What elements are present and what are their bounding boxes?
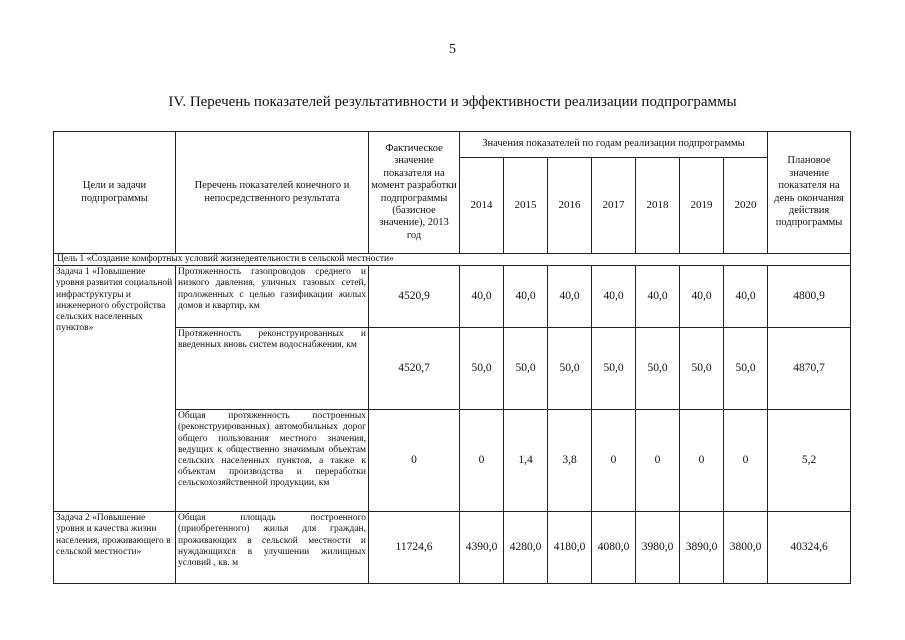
actual-value: 11724,6 bbox=[369, 512, 460, 584]
year-value: 40,0 bbox=[724, 266, 768, 328]
planned-value: 40324,6 bbox=[768, 512, 851, 584]
header-row-1 bbox=[54, 132, 851, 158]
goal-1-label: Цель 1 «Создание комфортных условий жизнедеятельности в сельской местности» bbox=[54, 254, 851, 266]
year-value: 50,0 bbox=[460, 328, 504, 410]
header-year: 2015 bbox=[504, 158, 548, 254]
year-value: 0 bbox=[460, 410, 504, 512]
year-value: 3800,0 bbox=[724, 512, 768, 584]
actual-value: 4520,7 bbox=[369, 328, 460, 410]
year-value: 50,0 bbox=[680, 328, 724, 410]
planned-value: 5,2 bbox=[768, 410, 851, 512]
actual-value: 0 bbox=[369, 410, 460, 512]
year-value: 40,0 bbox=[460, 266, 504, 328]
indicators-table bbox=[53, 131, 851, 584]
year-value: 4280,0 bbox=[504, 512, 548, 584]
year-value: 4390,0 bbox=[460, 512, 504, 584]
page-number: 5 bbox=[449, 42, 456, 57]
year-value: 3890,0 bbox=[680, 512, 724, 584]
year-value: 0 bbox=[724, 410, 768, 512]
year-value: 40,0 bbox=[548, 266, 592, 328]
year-value: 50,0 bbox=[548, 328, 592, 410]
header-year: 2020 bbox=[724, 158, 768, 254]
year-value: 40,0 bbox=[636, 266, 680, 328]
table-row bbox=[54, 266, 851, 328]
indicator-name: Общая площадь построенного (приобретенного) жилья для граждан, проживающих в сельской местности и нуждающихся в улучшении жилищных условий , кв. м bbox=[176, 512, 369, 584]
header-year: 2016 bbox=[548, 158, 592, 254]
indicator-name: Протяженность газопроводов среднего и низкого давления, уличных газовых сетей, проложенных с целью газификации жилых домов и квартир, км bbox=[176, 266, 369, 328]
year-value: 3980,0 bbox=[636, 512, 680, 584]
header-year: 2018 bbox=[636, 158, 680, 254]
planned-value: 4800,9 bbox=[768, 266, 851, 328]
page-title: IV. Перечень показателей результативности и эффективности реализации подпрограммы bbox=[168, 94, 737, 110]
task-1-label: Задача 1 «Повышение уровня развития социальной инфраструктуры и инженерного обустройства сельских населенных пунктов» bbox=[54, 266, 176, 512]
table-row bbox=[54, 512, 851, 584]
year-value: 50,0 bbox=[504, 328, 548, 410]
goal-row bbox=[54, 254, 851, 266]
year-value: 40,0 bbox=[504, 266, 548, 328]
actual-value: 4520,9 bbox=[369, 266, 460, 328]
header-planned: Плановое значение показателя на день окончания действия подпрограммы bbox=[768, 132, 851, 254]
header-indicators: Перечень показателей конечного и непосредственного результата bbox=[176, 132, 369, 254]
year-value: 40,0 bbox=[592, 266, 636, 328]
header-year: 2014 bbox=[460, 158, 504, 254]
year-value: 3,8 bbox=[548, 410, 592, 512]
year-value: 0 bbox=[680, 410, 724, 512]
year-value: 50,0 bbox=[636, 328, 680, 410]
year-value: 4080,0 bbox=[592, 512, 636, 584]
indicator-name: Протяженность реконструированных и введенных вновь систем водоснабжения, км bbox=[176, 328, 369, 410]
year-value: 40,0 bbox=[680, 266, 724, 328]
header-actual: Фактическое значение показателя на момент разработки подпрограммы (базисное значение), 2013 год bbox=[369, 132, 460, 254]
header-year: 2017 bbox=[592, 158, 636, 254]
header-years-group: Значения показателей по годам реализации подпрограммы bbox=[460, 132, 768, 158]
year-value: 0 bbox=[636, 410, 680, 512]
year-value: 50,0 bbox=[724, 328, 768, 410]
year-value: 50,0 bbox=[592, 328, 636, 410]
header-year: 2019 bbox=[680, 158, 724, 254]
year-value: 0 bbox=[592, 410, 636, 512]
task-2-label: Задача 2 «Повышение уровня и качества жизни населения, проживающего в сельской местности» bbox=[54, 512, 176, 584]
year-value: 4180,0 bbox=[548, 512, 592, 584]
year-value: 1,4 bbox=[504, 410, 548, 512]
indicator-name: Общая протяженность построенных (реконструированных) автомобильных дорог общего пользования местного значения, ведущих к общественно значимым объектам сельских населенных пунктов, а также к объектам производства и переработки сельскохозяйственной продукции, км bbox=[176, 410, 369, 512]
planned-value: 4870,7 bbox=[768, 328, 851, 410]
header-goals: Цели и задачи подпрограммы bbox=[54, 132, 176, 254]
